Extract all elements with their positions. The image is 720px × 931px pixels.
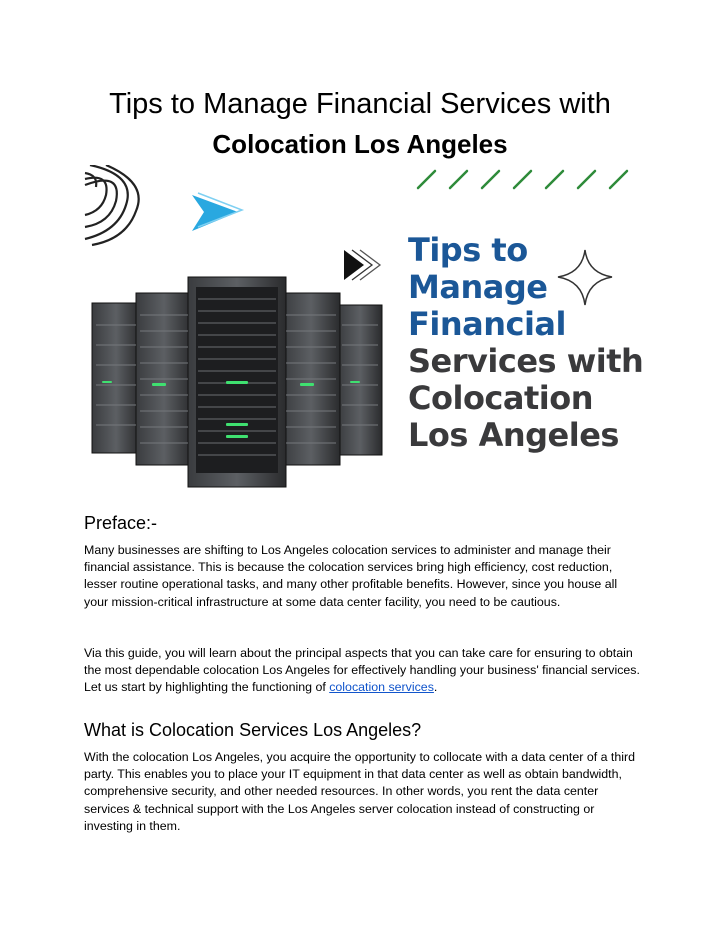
slash-pattern-icon xyxy=(418,171,627,188)
title-line-2: Colocation Los Angeles xyxy=(212,129,508,159)
what-is-paragraph: With the colocation Los Angeles, you acquire the opportunity to collocate with a data center of a third party. This enables you to place your IT equipment in that data center as well as obtain bandwidth, comprehensive security, and other needed resources. In other words, you rent the data center services & technical support with the Los Angeles server colocation instead of constructing or investing in them. xyxy=(84,750,636,833)
hero-heading xyxy=(408,232,668,454)
server-racks-image xyxy=(92,277,382,487)
hero-line: Services with xyxy=(408,342,644,380)
preface-p2-text: Via this guide, you will learn about the principal aspects that you can take care for ensuring to obtain the most dependable colocation Los Angeles for effectively handling your business' financial services. Let us start by highlighting the functioning of xyxy=(84,646,640,695)
sound-waves-icon xyxy=(85,165,139,245)
hero-line: Manage xyxy=(408,268,548,306)
page-title xyxy=(0,84,720,164)
hero-line: Tips to xyxy=(408,231,528,269)
what-is-heading: What is Colocation Services Los Angeles? xyxy=(84,720,422,740)
preface-paragraph-1: Many businesses are shifting to Los Angeles colocation services to administer and manage their financial assistance. This is because the colocation services bring high efficiency, cost reduction, lesser routine operational tasks, and many other profitable benefits. However, since you house all your mission-critical infrastructure at some data center facility, you need to be cautious. xyxy=(84,543,618,609)
double-chevron-icon xyxy=(344,250,380,280)
hero-line: Los Angeles xyxy=(408,416,619,454)
title-line-1: Tips to Manage Financial Services with xyxy=(109,88,611,120)
colocation-services-link[interactable]: colocation services xyxy=(329,680,434,695)
preface-heading: Preface:- xyxy=(84,513,158,533)
hero-line: Colocation xyxy=(408,379,594,417)
preface-paragraph-2 xyxy=(84,645,640,697)
preface-p2-end: . xyxy=(433,680,438,695)
hero-line: Financial xyxy=(408,305,566,343)
play-arrow-icon xyxy=(192,193,242,231)
